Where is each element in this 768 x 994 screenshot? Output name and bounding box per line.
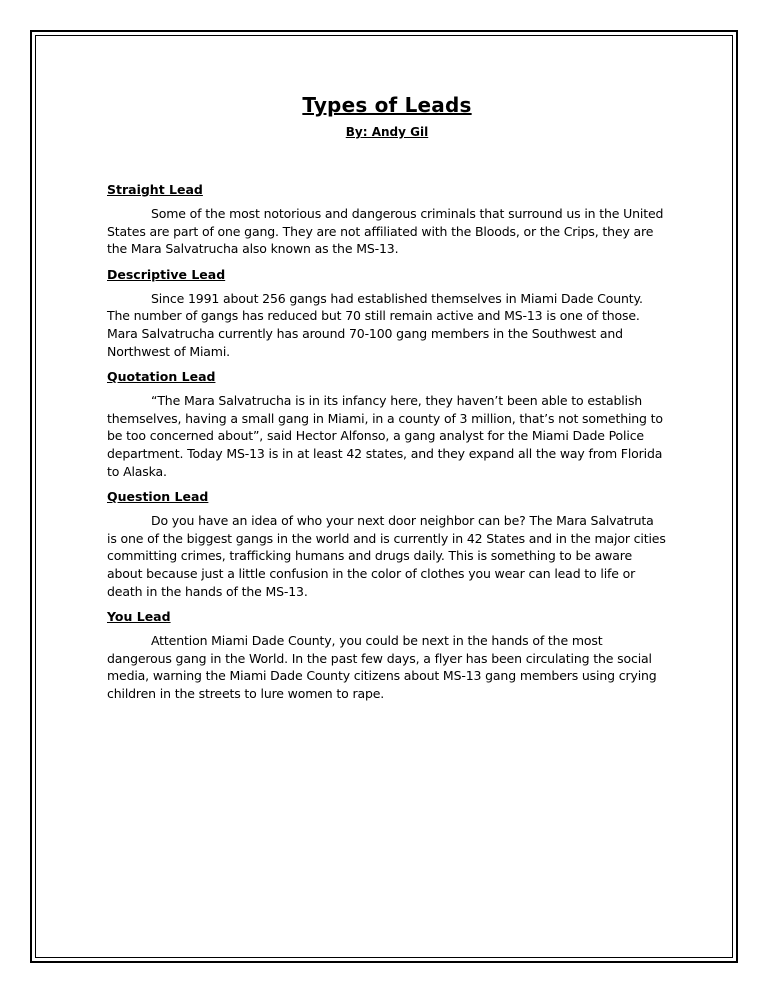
document-content — [107, 92, 667, 711]
section-heading: Descriptive Lead — [107, 266, 226, 282]
section-you-lead — [107, 609, 667, 702]
section-heading: You Lead — [107, 609, 171, 625]
section-descriptive-lead — [107, 267, 667, 360]
section-quotation-lead — [107, 369, 667, 480]
section-paragraph: Attention Miami Dade County, you could be next in the hands of the most dangerous gang in the World. In the past few days, a flyer has been circulating the social media, warning the Miami Dade County citizens about MS-13 gang members using crying children in the streets to lure women to rape. — [107, 633, 657, 701]
sections-list — [107, 182, 667, 702]
section-straight-lead — [107, 182, 667, 258]
section-question-lead — [107, 489, 667, 600]
section-paragraph: “The Mara Salvatrucha is in its infancy here, they haven’t been able to establish themselves, having a small gang in Miami, in a county of 3 million, that’s not something to be too concerned about”, said Hector Alfonso, a gang analyst for the Miami Dade Police department. Today MS-13 is in at least 42 states, and they expand all the way from Florida to Alaska. — [107, 393, 663, 479]
section-heading: Quotation Lead — [107, 369, 216, 385]
document-title: Types of Leads — [302, 93, 472, 117]
section-heading: Straight Lead — [107, 182, 203, 197]
section-paragraph: Some of the most notorious and dangerous criminals that surround us in the United States are part of one gang. They are not affiliated with the Bloods, or the Crips, they are the Mara Salvatrucha also known as the MS-13. — [107, 206, 664, 257]
document-byline: By: Andy Gil — [345, 125, 429, 139]
section-heading: Question Lead — [107, 489, 209, 505]
section-paragraph: Since 1991 about 256 gangs had established themselves in Miami Dade County. The number of gangs has reduced but 70 still remain active and MS-13 is one of those. Mara Salvatrucha currently has around 70-100 gang members in the Southwest and Northwest of Miami. — [107, 290, 643, 359]
section-paragraph: Do you have an idea of who your next door neighbor can be? The Mara Salvatruta is one of the biggest gangs in the world and is currently in 42 States and in the major cities committing crimes, trafficking humans and drugs daily. This is something to be aware about because just a little confusion in the color of clothes you wear can lead to life or death in the hands of the MS-13. — [107, 513, 666, 599]
